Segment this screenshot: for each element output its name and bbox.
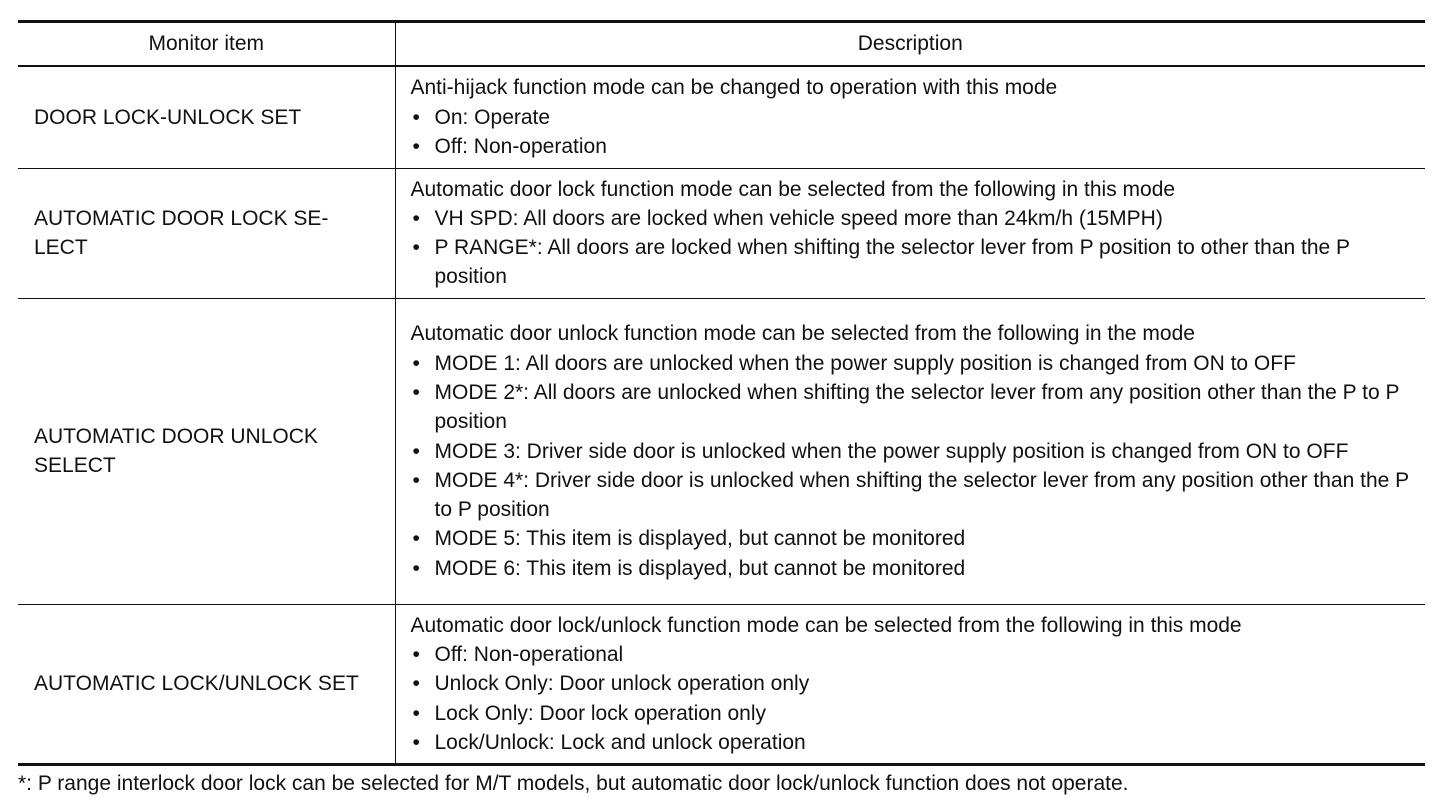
monitor-item-table-container: [18, 20, 1425, 766]
monitor-item-description: [395, 66, 1425, 168]
monitor-item-description: [395, 298, 1425, 604]
description-intro: Automatic door unlock function mode can be selected from the following in the mode: [410, 322, 1195, 346]
description-bullet: • Off: Non-operation: [411, 132, 1412, 161]
monitor-item-name: AUTOMATIC DOOR UNLOCK SELECT: [18, 298, 395, 604]
description-bullet: • MODE 5: This item is displayed, but cannot be monitored: [411, 524, 1412, 553]
monitor-item-name: AUTOMATIC LOCK/UNLOCK SET: [18, 604, 395, 764]
description-bullet-list: [411, 103, 1412, 162]
table-row: [18, 66, 1425, 168]
description-intro: Automatic door lock/unlock function mode can be selected from the following in this mode: [410, 613, 1242, 637]
table-row: [18, 298, 1425, 604]
header-monitor-item: Monitor item: [18, 22, 395, 67]
description-bullet: • Lock/Unlock: Lock and unlock operation: [411, 728, 1412, 757]
monitor-item-description: [395, 604, 1425, 764]
monitor-item-description: [395, 168, 1425, 298]
description-bullet: • Off: Non-operational: [411, 640, 1412, 669]
description-bullet-list: [411, 349, 1412, 583]
description-bullet-list: [411, 204, 1412, 292]
description-bullet: • Lock Only: Door lock operation only: [411, 699, 1412, 728]
description-bullet: • MODE 2*: All doors are unlocked when shifting the selector lever from any position other than the P to P position: [411, 378, 1412, 437]
description-intro: Automatic door lock function mode can be selected from the following in this mode: [410, 177, 1176, 201]
table-footnote: *: P range interlock door lock can be selected for M/T models, but automatic door lock/unlock function does not operate.: [18, 772, 1129, 795]
table-row: [18, 168, 1425, 298]
table-header-row: [18, 22, 1425, 67]
description-intro: Anti-hijack function mode can be changed to operation with this mode: [410, 76, 1058, 100]
monitor-item-name: DOOR LOCK-UNLOCK SET: [18, 66, 395, 168]
monitor-item-name: AUTOMATIC DOOR LOCK SE- LECT: [18, 168, 395, 298]
description-bullet: • MODE 1: All doors are unlocked when the power supply position is changed from ON to OFF: [411, 349, 1412, 378]
description-bullet: • On: Operate: [411, 103, 1412, 132]
description-bullet: • MODE 4*: Driver side door is unlocked when shifting the selector lever from any position other than the P to P position: [411, 466, 1412, 525]
description-bullet-list: [411, 640, 1412, 757]
header-description: Description: [857, 32, 963, 55]
table-row: [18, 604, 1425, 764]
description-bullet: • MODE 6: This item is displayed, but cannot be monitored: [411, 554, 1412, 583]
description-bullet: • VH SPD: All doors are locked when vehicle speed more than 24km/h (15MPH): [411, 204, 1412, 233]
description-bullet: • P RANGE*: All doors are locked when shifting the selector lever from P position to other than the P position: [411, 233, 1412, 292]
description-bullet: • MODE 3: Driver side door is unlocked when the power supply position is changed from ON to OFF: [411, 437, 1412, 466]
description-bullet: • Unlock Only: Door unlock operation only: [411, 669, 1412, 698]
monitor-item-table: [18, 20, 1425, 766]
